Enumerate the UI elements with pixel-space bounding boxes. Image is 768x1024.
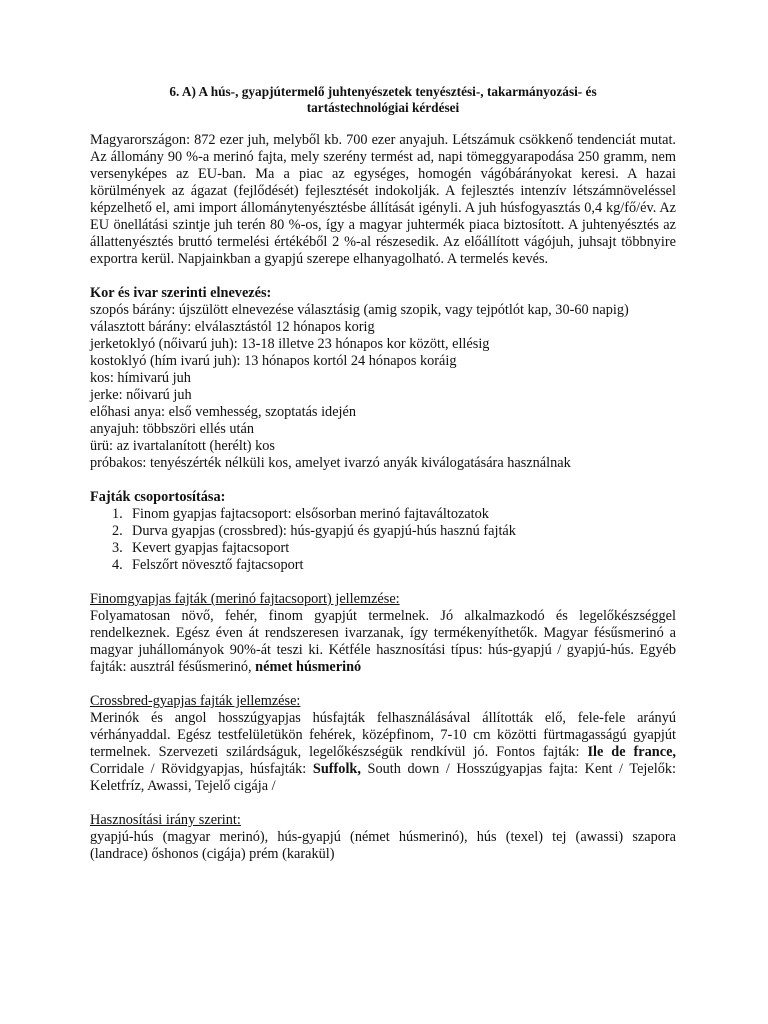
naming-line: jerke: nőivarú juh bbox=[90, 387, 192, 403]
crossbred-text-1: Merinók és angol hosszúgyapjas húsfajták felhasználásával állították elő, fele-fele arányú vérhányaddal. Egész testfelületükön fehérek, középfinom, 7-10 cm közötti fürtmagasságú gyapjút termelnek. Szervezeti szilárdságuk, legelőkészségük rendkívül jó. Fontos fajták: bbox=[90, 710, 676, 760]
naming-line: kos: hímivarú juh bbox=[90, 370, 191, 386]
usage-heading: Hasznosítási irány szerint: bbox=[90, 812, 241, 828]
intro-paragraph: Magyarországon: 872 ezer juh, melyből kb. 700 ezer anyajuh. Létszámuk csökkenő tendenciát mutat. Az állomány 90 %-a merinó fajta, mely szerény termést ad, napi tömeggyarapodása 250 gramm, nem versenyképes az EU-ban. Ma a piac az egységes, homogén vágóbárányokat keresi. A hazai körülmények az ágazat (fejlődését) fejlesztését indokolják. A fejlesztés intenzív létszámnöveléssel képzelhető el, ami import állománytenyésztésbe állítását igényli. A juh húsfogyasztás 0,4 kg/fő/év. Az EU önellátási szintje juh terén 80 %-os, így a magyar juhtermék piaca biztosított. A juhtenyésztés az állattenyésztés bruttó termelési értékéből 2 %-al részesedik. Az előállított vágójuh, juhsajt többnyire exportra kerül. Napjainkban a gyapjú szerepe elhanyagolható. A termelés kevés. bbox=[90, 132, 676, 267]
naming-line: szopós bárány: újszülött elnevezése választásig (amig szopik, vagy tejpótlót kap, 30-60 napig) bbox=[90, 302, 629, 318]
crossbred-paragraph bbox=[90, 710, 676, 795]
list-item bbox=[90, 506, 676, 523]
groups-section bbox=[90, 489, 676, 574]
document-page bbox=[90, 84, 676, 863]
list-number: 1. bbox=[112, 506, 123, 522]
groups-list bbox=[90, 506, 676, 574]
list-number: 3. bbox=[112, 540, 123, 556]
naming-heading: Kor és ivar szerinti elnevezés: bbox=[90, 285, 272, 301]
title-line-1: 6. A) A hús-, gyapjútermelő juhtenyészetek tenyésztési-, takarmányozási- és bbox=[169, 84, 597, 99]
list-text: Kevert gyapjas fajtacsoport bbox=[132, 540, 290, 556]
naming-line: anyajuh: többszöri ellés után bbox=[90, 421, 254, 437]
usage-section bbox=[90, 812, 676, 863]
usage-paragraph: gyapjú-hús (magyar merinó), hús-gyapjú (német húsmerinó), hús (texel) tej (awassi) szapora (landrace) őshonos (cigája) prém (karakül) bbox=[90, 829, 676, 862]
crossbred-text-3: South down / Hosszúgyapjas fajta: Kent / Tejelők: Keletfríz, Awassi, Tejelő cigája / bbox=[90, 761, 676, 794]
merino-bold-text: német húsmerinó bbox=[255, 659, 362, 675]
document-title bbox=[90, 84, 676, 116]
merino-heading: Finomgyapjas fajták (merinó fajtacsoport) jellemzése: bbox=[90, 591, 400, 607]
merino-section bbox=[90, 591, 676, 676]
crossbred-heading: Crossbred-gyapjas fajták jellemzése: bbox=[90, 693, 301, 709]
list-number: 2. bbox=[112, 523, 123, 539]
naming-line: jerketoklyó (nőivarú juh): 13-18 illetve 23 hónapos kor között, ellésig bbox=[90, 336, 490, 352]
naming-line: választott bárány: elválasztástól 12 hónapos korig bbox=[90, 319, 375, 335]
groups-heading: Fajták csoportosítása: bbox=[90, 489, 226, 505]
list-text: Durva gyapjas (crossbred): hús-gyapjú és gyapjú-hús hasznú fajták bbox=[132, 523, 516, 539]
list-item bbox=[90, 523, 676, 540]
naming-line: ürü: az ivartalanított (herélt) kos bbox=[90, 438, 275, 454]
naming-section bbox=[90, 285, 676, 472]
list-number: 4. bbox=[112, 557, 123, 573]
list-item bbox=[90, 557, 676, 574]
naming-line: kostoklyó (hím ivarú juh): 13 hónapos kortól 24 hónapos koráig bbox=[90, 353, 457, 369]
list-item bbox=[90, 540, 676, 557]
naming-line: előhasi anya: első vemhesség, szoptatás idején bbox=[90, 404, 357, 420]
title-line-2: tartástechnológiai kérdései bbox=[306, 100, 460, 115]
crossbred-section bbox=[90, 693, 676, 795]
list-text: Finom gyapjas fajtacsoport: elsősorban merinó fajtaváltozatok bbox=[132, 506, 489, 522]
crossbred-bold-2: Suffolk, bbox=[312, 761, 361, 777]
list-text: Felszőrt növesztő fajtacsoport bbox=[132, 557, 304, 573]
merino-paragraph bbox=[90, 608, 676, 676]
naming-line: próbakos: tenyészérték nélküli kos, amelyet ivarzó anyák kiválogatására használnak bbox=[90, 455, 571, 471]
merino-text: Folyamatosan növő, fehér, finom gyapjút termelnek. Jó alkalmazkodó és legelőkészséggel rendelkeznek. Egész éven át rendszeresen ivarzanak, így termékenyíthetők. Magyar fésűsmerinó a magyar juhállományok 90%-át teszi ki. Kétféle hasznosítási típus: hús-gyapjú / gyapjú-hús. Egyéb fajták: ausztrál fésűsmerinó, bbox=[90, 608, 676, 675]
crossbred-text-2: Corridale / Rövidgyapjas, húsfajták: bbox=[90, 761, 313, 777]
crossbred-bold-1: Ile de france, bbox=[587, 744, 676, 760]
